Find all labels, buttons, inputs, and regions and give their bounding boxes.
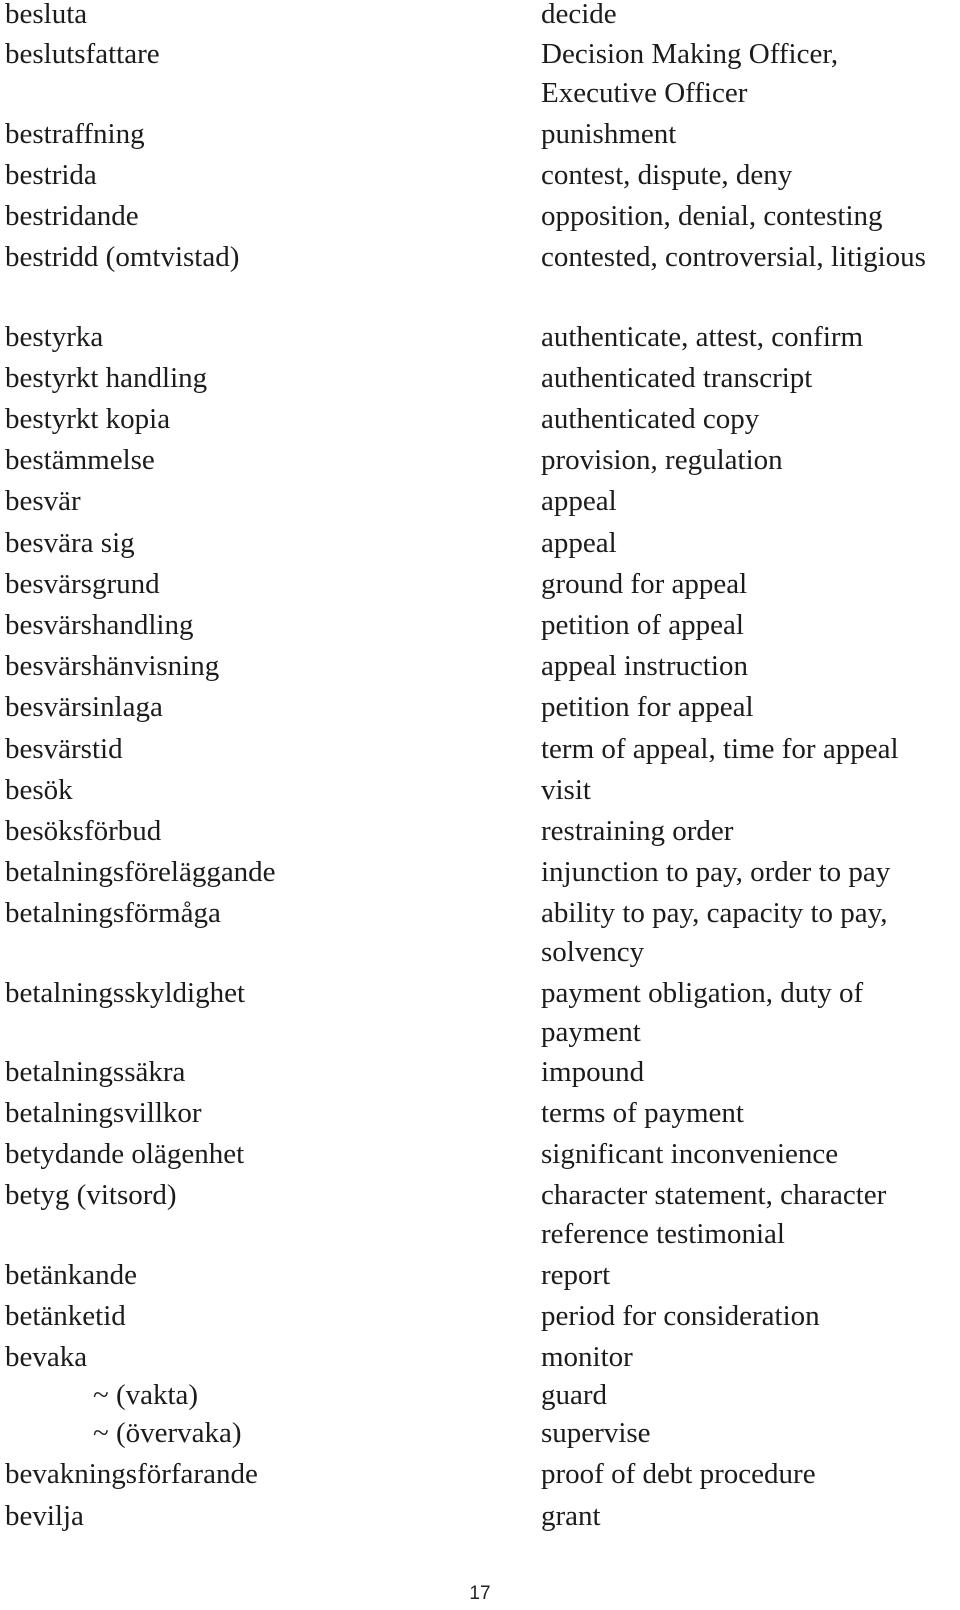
glossary-translation: provision, regulation [541,444,783,476]
glossary-term: bestridande [5,200,139,232]
glossary-translation: proof of debt procedure [541,1458,816,1490]
page-number: 17 [469,1583,491,1604]
glossary-term: bevilja [5,1500,84,1532]
glossary-translation: appeal [541,527,617,559]
glossary-term: betalningsvillkor [5,1097,202,1129]
glossary-translation: ground for appeal [541,568,748,600]
glossary-subterm: ~ (övervaka) [93,1417,242,1449]
glossary-translation: authenticate, attest, confirm [541,321,864,353]
glossary-term: betalningsförmåga [5,897,221,929]
glossary-term: betydande olägenhet [5,1138,245,1170]
glossary-term: besvär [5,485,81,517]
glossary-term: betalningssäkra [5,1056,186,1088]
glossary-translation: authenticated transcript [541,362,813,394]
glossary-translation: payment obligation, duty of payment [541,977,864,1048]
glossary-term: besök [5,774,73,806]
glossary-term: besvärshandling [5,609,194,641]
glossary-term: bevakningsförfarande [5,1458,258,1490]
glossary-term: betyg (vitsord) [5,1179,177,1211]
glossary-translation: character statement, character reference testimonial [541,1179,887,1250]
glossary-translation: Decision Making Officer, Executive Officer [541,38,839,109]
glossary-translation: appeal [541,485,617,517]
glossary-term: bevaka [5,1341,88,1373]
glossary-translation: terms of payment [541,1097,744,1129]
glossary-term: besöksförbud [5,815,162,847]
glossary-translation: contested, controversial, litigious [541,241,926,273]
glossary-translation: visit [541,774,591,806]
glossary-translation: appeal instruction [541,650,748,682]
glossary-term: betänketid [5,1300,126,1332]
glossary-translation: report [541,1259,611,1291]
glossary-translation: grant [541,1500,601,1532]
glossary-term: bestämmelse [5,444,155,476]
glossary-translation: significant inconvenience [541,1138,839,1170]
glossary-term: besvärsgrund [5,568,160,600]
glossary-translation: authenticated copy [541,403,760,435]
glossary-translation: opposition, denial, contesting [541,200,883,232]
glossary-translation: impound [541,1056,645,1088]
glossary-term: beslutsfattare [5,38,160,70]
glossary-term: betalningsföreläggande [5,856,276,888]
glossary-translation: ability to pay, capacity to pay, solvency [541,897,888,968]
glossary-term: bestyrkt handling [5,362,208,394]
glossary-term: besvärshänvisning [5,650,220,682]
glossary-translation: supervise [541,1417,651,1449]
glossary-term: bestraffning [5,118,145,150]
glossary-translation: injunction to pay, order to pay [541,856,891,888]
glossary-translation: guard [541,1379,608,1411]
glossary-translation: punishment [541,118,677,150]
glossary-term: bestyrka [5,321,104,353]
glossary-term: besluta [5,0,88,30]
glossary-translation: restraining order [541,815,734,847]
glossary-translation: period for consideration [541,1300,820,1332]
glossary-translation: petition of appeal [541,609,744,641]
glossary-term: besvärstid [5,733,123,765]
glossary-translation: petition for appeal [541,691,754,723]
glossary-translation: monitor [541,1341,633,1373]
glossary-translation: decide [541,0,617,30]
glossary-term: betänkande [5,1259,138,1291]
glossary-term: besvärsinlaga [5,691,163,723]
glossary-term: bestridd (omtvistad) [5,241,240,273]
glossary-subterm: ~ (vakta) [93,1379,199,1411]
glossary-translation: contest, dispute, deny [541,159,793,191]
glossary-term: betalningsskyldighet [5,977,246,1009]
glossary-term: bestyrkt kopia [5,403,171,435]
glossary-term: bestrida [5,159,97,191]
glossary-term: besvära sig [5,527,135,559]
glossary-translation: term of appeal, time for appeal [541,733,899,765]
